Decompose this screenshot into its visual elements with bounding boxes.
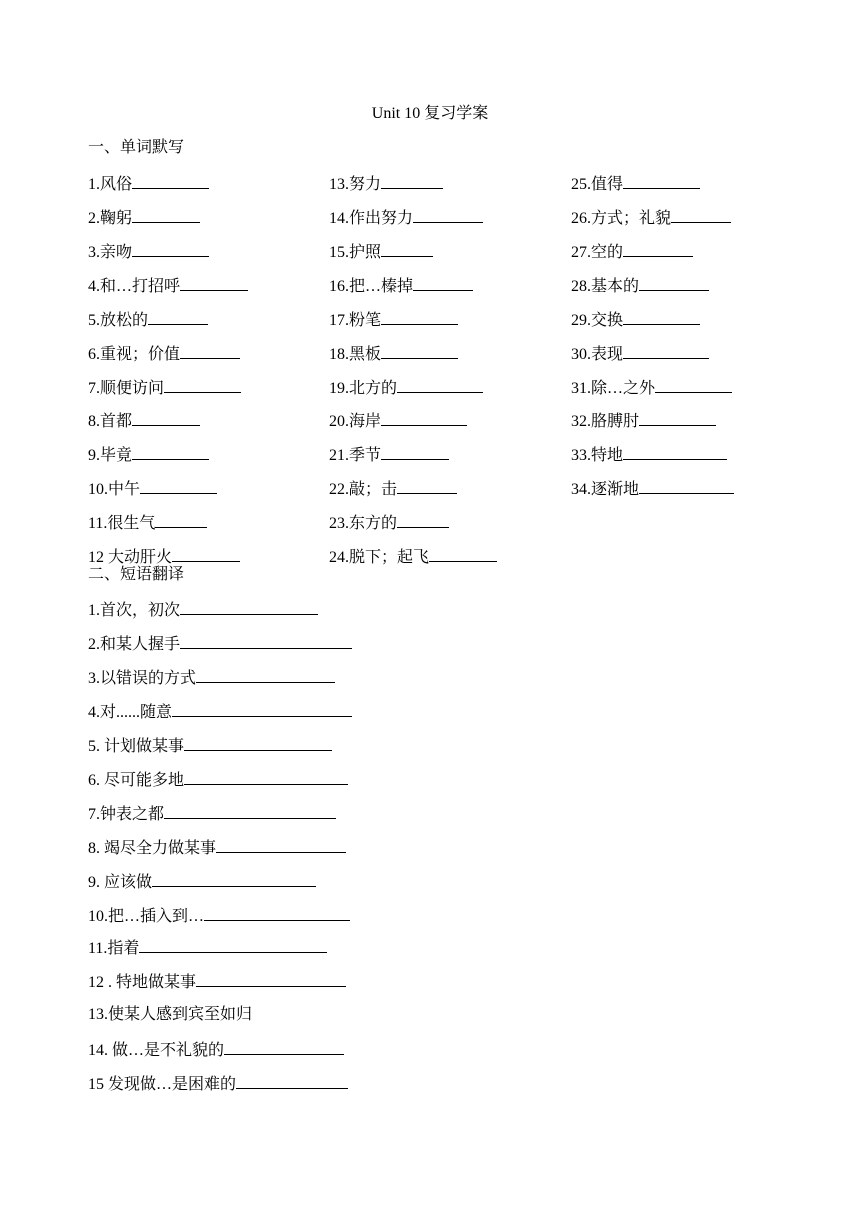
phrase-label: 10.把…插入到…: [88, 908, 205, 925]
vocab-item: [329, 511, 449, 535]
phrase-label: 14. 做…是不礼貌的: [88, 1042, 225, 1059]
answer-blank[interactable]: [132, 240, 209, 257]
vocab-label: 6.重视；价值: [88, 346, 181, 363]
answer-blank[interactable]: [152, 870, 316, 887]
answer-blank[interactable]: [381, 240, 433, 257]
answer-blank[interactable]: [196, 666, 335, 683]
vocab-item: [571, 443, 727, 467]
answer-blank[interactable]: [132, 409, 200, 426]
answer-blank[interactable]: [140, 477, 217, 494]
vocab-label: 34.逐渐地: [571, 481, 640, 498]
vocab-label: 16.把…榛掉: [329, 278, 414, 295]
vocab-label: 20.海岸: [329, 413, 382, 430]
answer-blank[interactable]: [180, 632, 352, 649]
section-heading-vocabulary: 一、单词默写: [88, 139, 185, 156]
vocab-item: [329, 240, 433, 264]
vocab-label: 2.鞠躬: [88, 210, 133, 227]
vocab-item: [329, 376, 483, 400]
phrase-item: [88, 1038, 344, 1062]
vocab-item: [329, 274, 473, 298]
vocab-label: 24.脱下；起飞: [329, 549, 430, 566]
vocab-label: 12 大动肝火: [88, 549, 173, 566]
phrase-label: 6. 尽可能多地: [88, 772, 185, 789]
answer-blank[interactable]: [236, 1072, 348, 1089]
vocab-label: 22.敲；击: [329, 481, 398, 498]
vocab-item: [329, 308, 458, 332]
answer-blank[interactable]: [164, 802, 336, 819]
vocab-item: [571, 206, 731, 230]
answer-blank[interactable]: [623, 240, 693, 257]
answer-blank[interactable]: [381, 409, 467, 426]
phrase-label: 7.钟表之都: [88, 806, 165, 823]
vocab-item: [329, 342, 458, 366]
answer-blank[interactable]: [623, 308, 700, 325]
phrase-label: 3.以错误的方式: [88, 670, 197, 687]
vocab-label: 18.黑板: [329, 346, 382, 363]
phrase-label: 9. 应该做: [88, 874, 153, 891]
answer-blank[interactable]: [164, 376, 241, 393]
answer-blank[interactable]: [413, 274, 473, 291]
vocab-label: 4.和…打招呼: [88, 278, 181, 295]
answer-blank[interactable]: [623, 443, 727, 460]
answer-blank[interactable]: [397, 376, 483, 393]
phrase-label: 11.指着: [88, 940, 140, 957]
answer-blank[interactable]: [132, 206, 200, 223]
vocab-label: 28.基本的: [571, 278, 640, 295]
vocab-item: [571, 308, 700, 332]
vocab-label: 19.北方的: [329, 380, 398, 397]
vocab-item: [571, 477, 734, 501]
answer-blank[interactable]: [216, 836, 346, 853]
vocab-label: 32.胳膊肘: [571, 413, 640, 430]
answer-blank[interactable]: [381, 342, 458, 359]
vocab-item: [329, 545, 497, 569]
vocab-label: 14.作出努力: [329, 210, 414, 227]
answer-blank[interactable]: [184, 768, 348, 785]
phrase-item: [88, 1072, 348, 1096]
vocab-item: [329, 409, 467, 433]
vocab-label: 30.表现: [571, 346, 624, 363]
vocab-label: 5.放松的: [88, 312, 149, 329]
answer-blank[interactable]: [381, 443, 449, 460]
vocab-item: [329, 206, 483, 230]
vocab-item: [329, 443, 449, 467]
vocab-item: [88, 172, 209, 196]
phrase-label: 2.和某人握手: [88, 636, 181, 653]
answer-blank[interactable]: [397, 511, 449, 528]
answer-blank[interactable]: [639, 477, 734, 494]
answer-blank[interactable]: [671, 206, 731, 223]
vocab-label: 25.值得: [571, 176, 624, 193]
vocab-label: 26.方式；礼貌: [571, 210, 672, 227]
vocab-item: [571, 342, 709, 366]
answer-blank[interactable]: [224, 1038, 344, 1055]
phrase-item: [88, 836, 346, 860]
vocab-label: 17.粉笔: [329, 312, 382, 329]
answer-blank[interactable]: [381, 172, 443, 189]
vocab-item: [88, 308, 208, 332]
phrase-label: 13.使某人感到宾至如归: [88, 1006, 253, 1023]
vocab-label: 1.风俗: [88, 176, 133, 193]
phrase-label: 5. 计划做某事: [88, 738, 185, 755]
answer-blank[interactable]: [429, 545, 497, 562]
answer-blank[interactable]: [623, 172, 700, 189]
vocab-label: 15.护照: [329, 244, 382, 261]
vocab-label: 3.亲吻: [88, 244, 133, 261]
vocab-item: [571, 240, 693, 264]
vocab-item: [329, 172, 443, 196]
answer-blank[interactable]: [397, 477, 457, 494]
answer-blank[interactable]: [180, 598, 318, 615]
answer-blank[interactable]: [172, 700, 352, 717]
vocab-item: [88, 342, 240, 366]
phrase-item: [88, 936, 327, 960]
vocab-label: 11.很生气: [88, 515, 156, 532]
phrase-label: 12 . 特地做某事: [88, 974, 197, 991]
answer-blank[interactable]: [180, 342, 240, 359]
phrase-item: [88, 904, 350, 928]
phrase-label: 8. 竭尽全力做某事: [88, 840, 217, 857]
section-heading-phrases: 二、短语翻译: [88, 566, 185, 583]
vocab-label: 10.中午: [88, 481, 141, 498]
vocab-item: [571, 172, 700, 196]
phrase-item: [88, 802, 336, 826]
answer-blank[interactable]: [180, 274, 248, 291]
phrase-item: [88, 666, 335, 690]
answer-blank[interactable]: [132, 443, 209, 460]
vocab-label: 21.季节: [329, 447, 382, 464]
phrase-label: 15 发现做…是困难的: [88, 1076, 237, 1093]
phrase-item: [88, 700, 352, 724]
phrase-item: [88, 598, 318, 622]
vocab-label: 29.交换: [571, 312, 624, 329]
vocab-item: [88, 274, 248, 298]
phrase-item: [88, 870, 316, 894]
phrase-item: [88, 1004, 252, 1026]
vocab-item: [329, 477, 457, 501]
answer-blank[interactable]: [204, 904, 350, 921]
phrase-label: 1.首次，初次: [88, 602, 181, 619]
vocab-item: [88, 376, 241, 400]
phrase-item: [88, 768, 348, 792]
answer-blank[interactable]: [172, 545, 240, 562]
vocab-item: [88, 206, 200, 230]
vocab-label: 9.毕竟: [88, 447, 133, 464]
answer-blank[interactable]: [155, 511, 207, 528]
answer-blank[interactable]: [139, 936, 327, 953]
vocab-item: [88, 511, 207, 535]
answer-blank[interactable]: [196, 970, 346, 987]
phrase-label: 4.对......随意: [88, 704, 173, 721]
answer-blank[interactable]: [381, 308, 458, 325]
vocab-item: [88, 240, 209, 264]
vocab-label: 31.除…之外: [571, 380, 656, 397]
vocab-label: 8.首都: [88, 413, 133, 430]
vocab-label: 23.东方的: [329, 515, 398, 532]
vocab-label: 27.空的: [571, 244, 624, 261]
vocab-label: 13.努力: [329, 176, 382, 193]
vocab-item: [88, 477, 217, 501]
vocab-label: 33.特地: [571, 447, 624, 464]
phrase-item: [88, 734, 332, 758]
answer-blank[interactable]: [184, 734, 332, 751]
vocab-item: [88, 409, 200, 433]
answer-blank[interactable]: [413, 206, 483, 223]
answer-blank[interactable]: [655, 376, 732, 393]
answer-blank[interactable]: [639, 274, 709, 291]
vocab-item: [571, 409, 716, 433]
vocab-item: [571, 274, 709, 298]
vocab-label: 7.顺便访问: [88, 380, 165, 397]
vocab-item: [88, 443, 209, 467]
phrase-item: [88, 970, 346, 994]
answer-blank[interactable]: [132, 172, 209, 189]
phrase-item: [88, 632, 352, 656]
answer-blank[interactable]: [148, 308, 208, 325]
answer-blank[interactable]: [623, 342, 709, 359]
answer-blank[interactable]: [639, 409, 716, 426]
page-title: Unit 10 复习学案: [371, 105, 489, 122]
vocab-item: [571, 376, 732, 400]
